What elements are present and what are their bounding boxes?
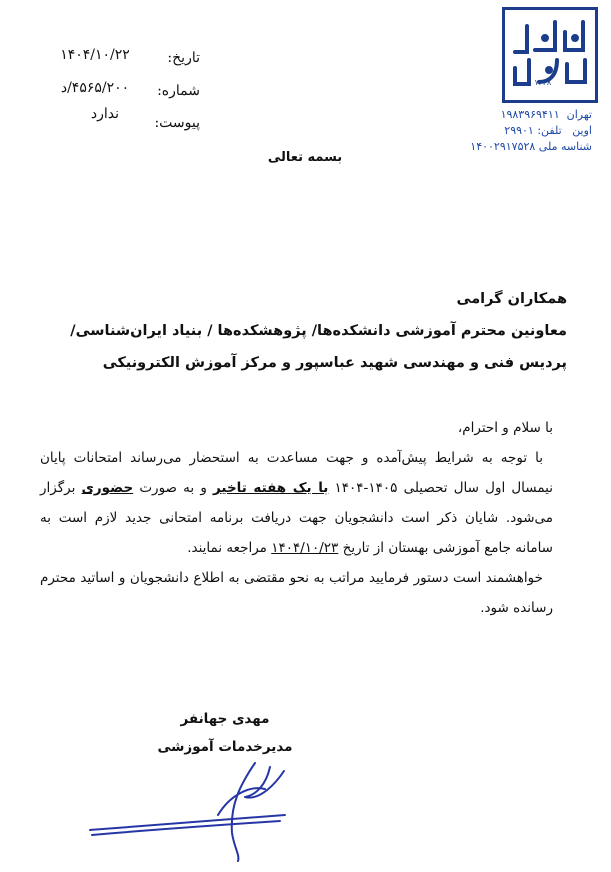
handwritten-signature-icon: [80, 755, 300, 865]
attachment-value: ندارد: [90, 106, 120, 122]
in-person-emphasis: حضوری: [81, 480, 134, 496]
contact-block: [440, 107, 592, 155]
signature-block: [150, 705, 300, 761]
addressee-block: [40, 283, 567, 379]
addressee-greeting: همکاران گرامی: [456, 291, 567, 307]
date-value: ۱۴۰۴/۱۰/۲۲: [60, 47, 130, 63]
addressee-recipients-cont: پردیس فنی و مهندسی شهید عباسپور و مرکز آموزش الکترونیکی: [102, 355, 567, 371]
signer-title: مدیرخدمات آموزشی: [157, 739, 293, 755]
contact-city: تهران: [566, 108, 592, 121]
body-paragraph-1: با توجه به شرایط پیش‌آمده و جهت مساعدت به استحضار می‌رساند امتحانات پایان نیمسال اول سال تحصیلی ۱۴۰۵-۱۴۰۴ با یک هفته تاخیر و به صورت حضوری برگزار می‌شود. شایان ذکر است دانشجویان جهت دریافت برنامه امتحانی جدید لازم است به سامانه جامع آموزشی بهستان از تاریخ ۱۴۰۴/۱۰/۲۳ مراجعه نمایند.: [40, 450, 553, 556]
contact-national-id-label: شناسه ملی: [538, 140, 592, 153]
logo-year: ۱۳۳۸: [534, 78, 552, 87]
number-value: ۴۵۶۵/۲۰۰/د: [60, 80, 130, 96]
signer-name: مهدی جهانفر: [180, 711, 270, 727]
date-label: تاریخ:: [167, 50, 200, 66]
body-greeting: با سلام و احترام،: [457, 420, 553, 436]
contact-area: اوین: [572, 124, 592, 137]
body-paragraph-2: خواهشمند است دستور فرمایید مراتب به نحو مقتضی به اطلاع دانشجویان و اساتید محترم رسانده شود.: [40, 570, 553, 616]
bismillah-heading: بسمه تعالی: [267, 150, 343, 165]
number-label: شماره:: [157, 83, 200, 99]
delay-emphasis: با یک هفته تاخیر: [213, 480, 329, 496]
letter-body: [40, 413, 553, 623]
addressee-recipients: معاونین محترم آموزشی دانشکده‌ها/ پژوهشکده‌ها / بنیاد ایران‌شناسی/: [70, 323, 567, 339]
attachment-label: پیوست:: [154, 115, 200, 131]
contact-phone-label: تلفن:: [537, 124, 562, 137]
reference-date: ۱۴۰۴/۱۰/۲۳: [271, 540, 339, 556]
contact-postal: ۱۹۸۳۹۶۹۴۱۱: [500, 108, 560, 121]
university-logo: [502, 7, 598, 103]
contact-national-id: ۱۴۰۰۲۹۱۷۵۲۸: [470, 140, 536, 153]
contact-phone-line: [440, 123, 592, 139]
contact-phone: ۲۹۹۰۱: [504, 124, 534, 137]
contact-national-id-line: [440, 139, 592, 155]
contact-postal-line: [440, 107, 592, 123]
